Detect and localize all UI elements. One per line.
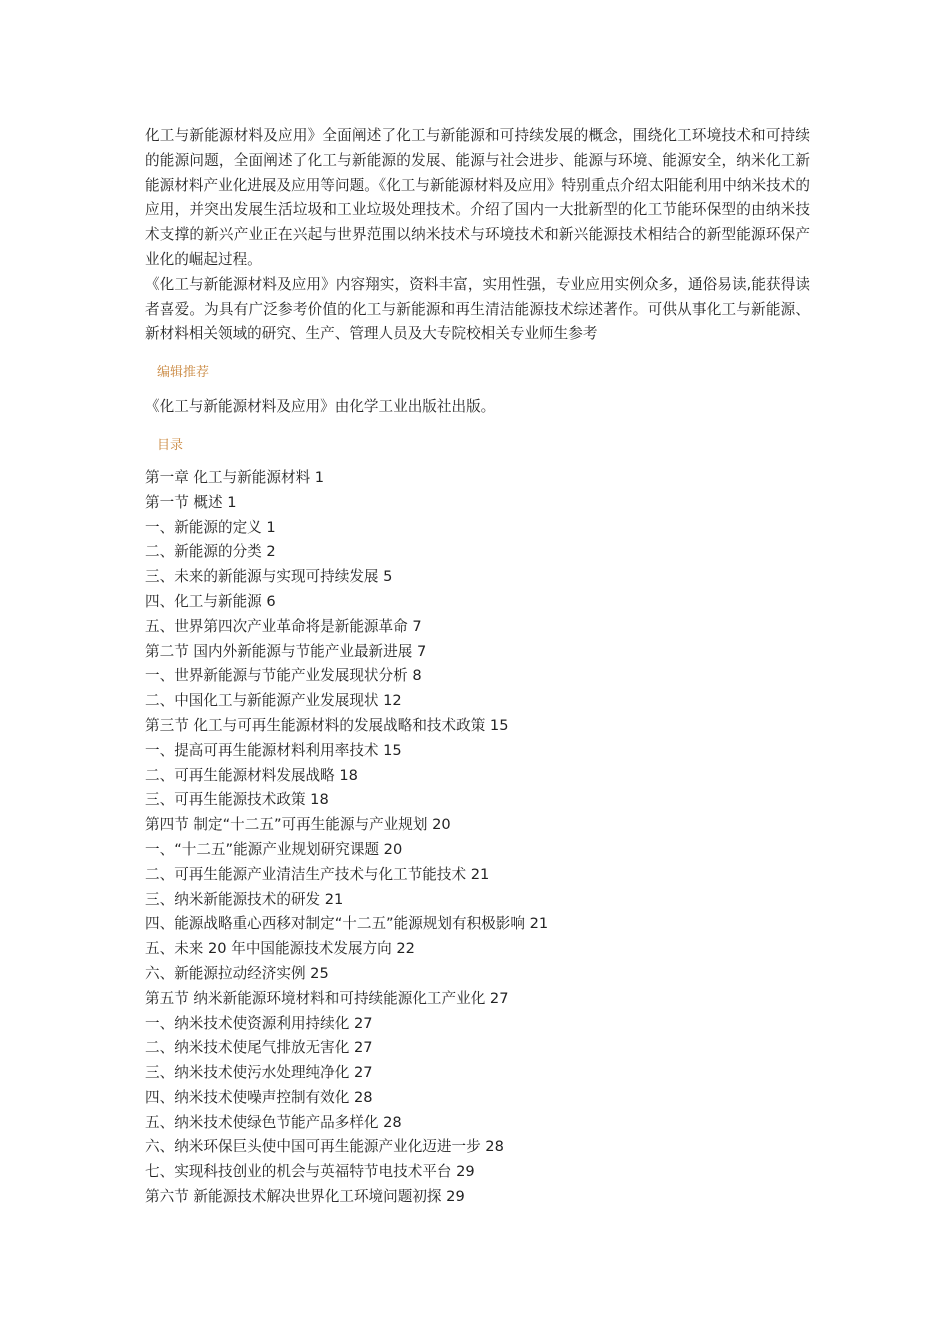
- toc-entry: 一、新能源的定义 1: [145, 518, 276, 536]
- intro-paragraph-1: 化工与新能源材料及应用》全面阐述了化工与新能源和可持续发展的概念，围绕化工环境技术和可持续的能源问题，全面阐述了化工与新能源的发展、能源与社会进步、能源与环境、能源安全，纳米化工新能源材料产业化进展及应用等问题。《化工与新能源材料及应用》特别重点介绍太阳能利用中纳米技术的应用，并突出发展生活垃圾和工业垃圾处理技术。介绍了国内一大批新型的化工节能环保型的由纳米技术支撑的新兴产业正在兴起与世界范围以纳米技术与环境技术和新兴能源技术相结合的新型能源环保产业化的崛起过程。: [145, 127, 810, 268]
- toc-entry: 第五节 纳米新能源环境材料和可持续能源化工产业化 27: [145, 989, 509, 1007]
- toc-entry: 四、化工与新能源 6: [145, 592, 276, 610]
- toc-entry: 五、纳米技术使绿色节能产品多样化 28: [145, 1113, 402, 1131]
- toc-entry: 三、纳米技术使污水处理纯净化 27: [145, 1064, 373, 1082]
- toc-entry: 七、实现科技创业的机会与英福特节电技术平台 29: [145, 1163, 475, 1181]
- toc-entry: 五、世界第四次产业革命将是新能源革命 7: [145, 617, 422, 635]
- toc-entry: 三、未来的新能源与实现可持续发展 5: [145, 568, 393, 586]
- toc-entry: 第一节 概述 1: [145, 493, 237, 511]
- toc-entry: 二、新能源的分类 2: [145, 543, 276, 561]
- editor-recommendation-text: 《化工与新能源材料及应用》由化学工业出版社出版。: [145, 398, 496, 416]
- toc-entry: 六、新能源拉动经济实例 25: [145, 964, 329, 982]
- toc-heading: 目录: [157, 437, 184, 453]
- intro-paragraph-2: 《化工与新能源材料及应用》内容翔实，资料丰富，实用性强，专业应用实例众多，通俗易读,能获得读者喜爱。为具有广泛参考价值的化工与新能源和再生清洁能源技术综述著作。可供从事化工与新能源、新材料相关领域的研究、生产、管理人员及大专院校相关专业师生参考: [145, 275, 810, 343]
- toc-entry: 第一章 化工与新能源材料 1: [145, 468, 325, 486]
- document-page: [145, 124, 810, 1210]
- toc-entry: 二、可再生能源产业清洁生产技术与化工节能技术 21: [145, 865, 490, 883]
- toc-entry: 第三节 化工与可再生能源材料的发展战略和技术政策 15: [145, 716, 509, 734]
- table-of-contents: [145, 466, 810, 1210]
- toc-entry: 四、能源战略重心西移对制定“十二五”能源规划有积极影响 21: [145, 915, 549, 933]
- toc-entry: 第六节 新能源技术解决世界化工环境问题初探 29: [145, 1188, 465, 1206]
- editor-recommendation-heading: 编辑推荐: [157, 365, 210, 381]
- toc-entry: 一、纳米技术使资源利用持续化 27: [145, 1014, 373, 1032]
- toc-entry: 第四节 制定“十二五”可再生能源与产业规划 20: [145, 816, 451, 834]
- toc-entry: 三、可再生能源技术政策 18: [145, 791, 329, 809]
- toc-entry: 三、纳米新能源技术的研发 21: [145, 890, 344, 908]
- toc-entry: 一、“十二五”能源产业规划研究课题 20: [145, 840, 403, 858]
- toc-entry: 二、可再生能源材料发展战略 18: [145, 766, 358, 784]
- toc-entry: 二、中国化工与新能源产业发展现状 12: [145, 692, 402, 710]
- toc-entry: 四、纳米技术使噪声控制有效化 28: [145, 1088, 373, 1106]
- toc-entry: 六、纳米环保巨头使中国可再生能源产业化迈进一步 28: [145, 1138, 504, 1156]
- toc-entry: 一、世界新能源与节能产业发展现状分析 8: [145, 667, 422, 685]
- toc-entry: 五、未来 20 年中国能源技术发展方向 22: [145, 940, 415, 958]
- toc-entry: 二、纳米技术使尾气排放无害化 27: [145, 1039, 373, 1057]
- toc-entry: 一、提高可再生能源材料利用率技术 15: [145, 741, 402, 759]
- toc-entry: 第二节 国内外新能源与节能产业最新进展 7: [145, 642, 427, 660]
